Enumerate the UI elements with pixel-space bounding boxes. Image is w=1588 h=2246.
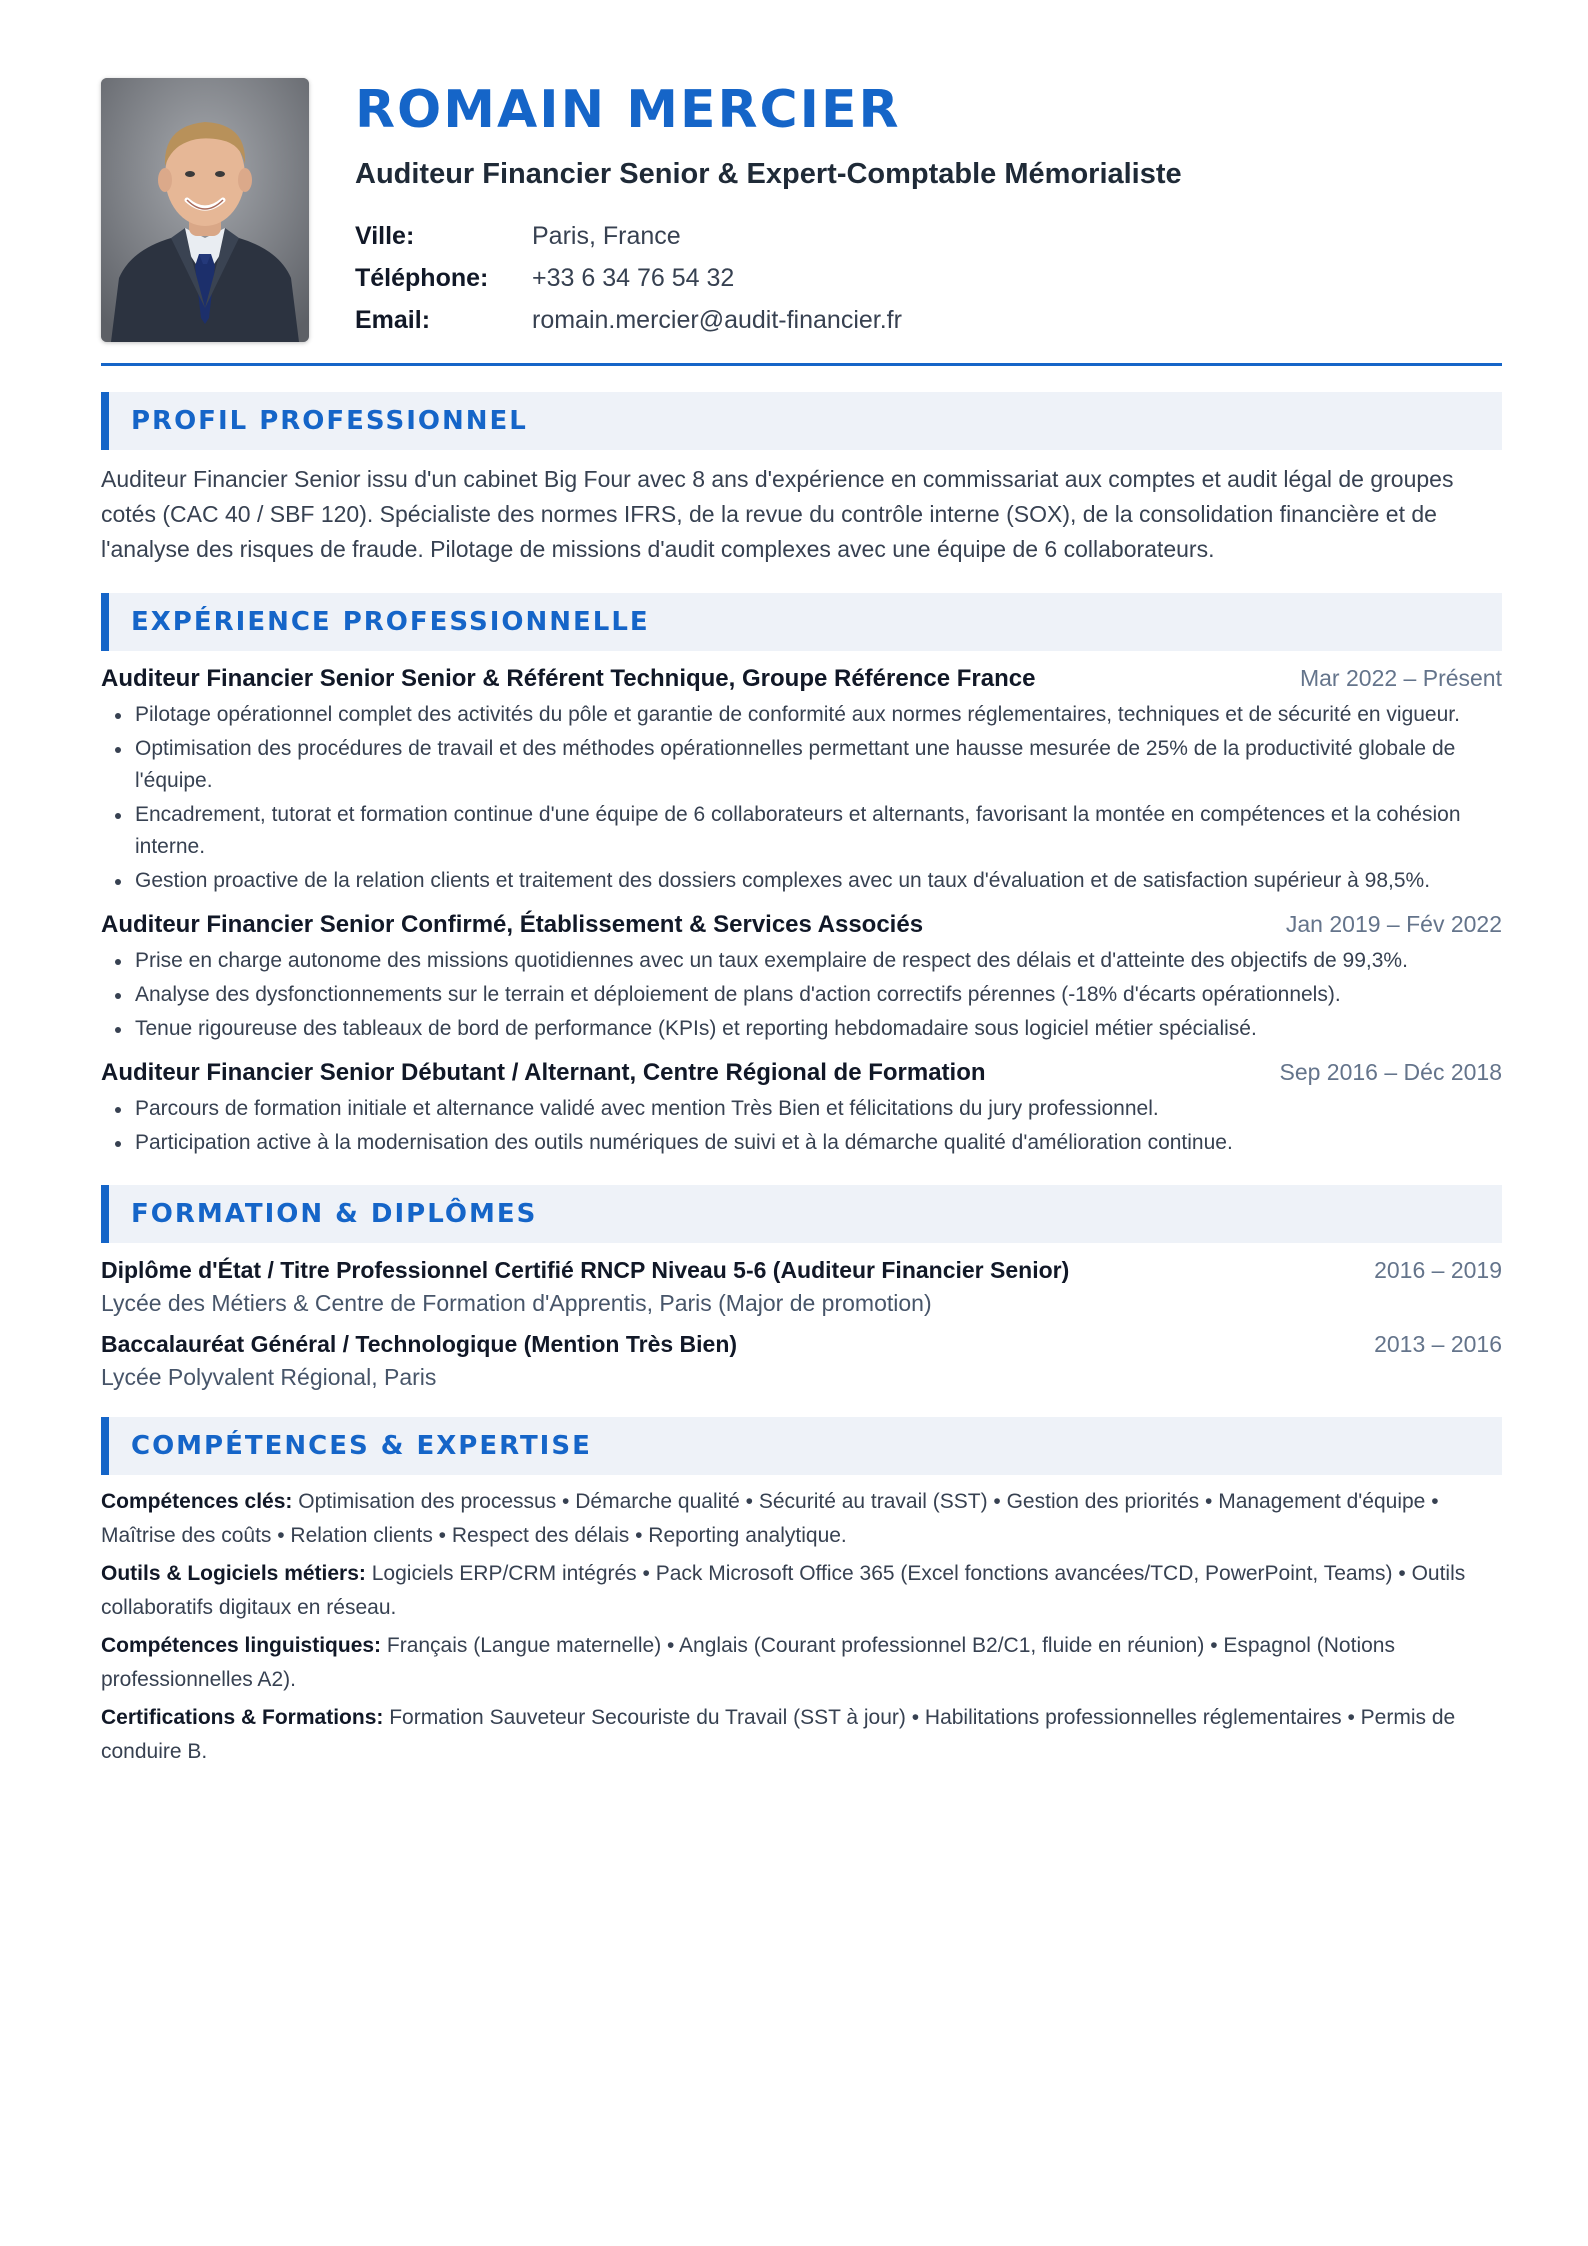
section-title: EXPÉRIENCE PROFESSIONNELLE	[131, 607, 650, 637]
job-title: Auditeur Financier Senior Senior & Référent Technique, Groupe Référence France	[101, 665, 1036, 692]
resume-header	[101, 78, 1502, 366]
skill-text: Formation Sauveteur Secouriste du Travail (SST à jour) • Habilitations professionnelles réglementaires • Permis de conduire B.	[101, 1706, 1456, 1763]
skill-text: Français (Langue maternelle) • Anglais (Courant professionnel B2/C1, fluide en réunion) • Espagnol (Notions professionnelles A2).	[101, 1634, 1395, 1691]
education-entry	[101, 1331, 1502, 1391]
job-bullet: Tenue rigoureuse des tableaux de bord de performance (KPIs) et reporting hebdomadaire sous logiciel métier spécialisé.	[135, 1013, 1502, 1045]
job-date: Jan 2019 – Fév 2022	[1285, 911, 1502, 937]
degree-date: 2016 – 2019	[1374, 1257, 1502, 1283]
skill-line	[101, 1629, 1502, 1697]
job-header	[101, 1059, 1502, 1087]
skill-line	[101, 1701, 1502, 1769]
school-name: Lycée Polyvalent Régional, Paris	[101, 1364, 437, 1390]
skill-line	[101, 1485, 1502, 1553]
job-entry	[101, 911, 1502, 1045]
job-entry	[101, 665, 1502, 897]
education-header	[101, 1257, 1502, 1284]
job-bullet: Gestion proactive de la relation clients et traitement des dossiers complexes avec un taux d'évaluation et de satisfaction supérieur à 98,5%.	[135, 865, 1502, 897]
contact-value: Paris, France	[532, 222, 681, 250]
skill-label: Certifications & Formations:	[101, 1706, 384, 1729]
skill-line	[101, 1557, 1502, 1625]
job-bullet: Analyse des dysfonctionnements sur le terrain et déploiement de plans d'action correctifs pérennes (-18% d'écarts opérationnels).	[135, 979, 1502, 1011]
contact-label: Email:	[355, 306, 431, 334]
skills-list	[101, 1485, 1502, 1769]
candidate-title: Auditeur Financier Senior & Expert-Comptable Mémorialiste	[355, 158, 1182, 190]
candidate-name: ROMAIN MERCIER	[355, 80, 901, 140]
skill-text: Optimisation des processus • Démarche qualité • Sécurité au travail (SST) • Gestion des priorités • Management d'équipe • Maîtrise des coûts • Relation clients • Respect des délais • Reporting analytique.	[101, 1490, 1439, 1547]
job-bullet: Optimisation des procédures de travail et des méthodes opérationnelles permettant une hausse mesurée de 25% de la productivité globale de l'équipe.	[135, 733, 1502, 797]
profile-section	[101, 392, 1502, 567]
job-bullet: Pilotage opérationnel complet des activités du pôle et garantie de conformité aux normes réglementaires, techniques et de sécurité en vigueur.	[135, 699, 1502, 731]
contact-value: +33 6 34 76 54 32	[532, 264, 735, 292]
contact-label: Téléphone:	[355, 264, 489, 292]
job-header	[101, 665, 1502, 693]
education-entry	[101, 1257, 1502, 1317]
job-title: Auditeur Financier Senior Confirmé, Établissement & Services Associés	[101, 911, 924, 938]
section-header	[101, 392, 1502, 450]
school-name: Lycée des Métiers & Centre de Formation d'Apprentis, Paris (Major de promotion)	[101, 1290, 932, 1316]
section-title: PROFIL PROFESSIONNEL	[131, 406, 528, 436]
skills-section	[101, 1417, 1502, 1769]
job-date: Mar 2022 – Présent	[1299, 665, 1502, 691]
experience-section	[101, 593, 1502, 1159]
contact-row-phone	[355, 257, 1182, 299]
job-bullet: Parcours de formation initiale et alternance validé avec mention Très Bien et félicitations du jury professionnel.	[135, 1093, 1502, 1125]
job-bullet: Participation active à la modernisation des outils numériques de suivi et à la démarche qualité d'amélioration continue.	[135, 1127, 1502, 1159]
contact-details	[355, 215, 1182, 341]
job-date: Sep 2016 – Déc 2018	[1279, 1059, 1502, 1085]
job-bullets	[101, 945, 1502, 1045]
job-header	[101, 911, 1502, 939]
contact-row-email	[355, 299, 1182, 341]
degree-date: 2013 – 2016	[1374, 1331, 1502, 1357]
skill-label: Outils & Logiciels métiers:	[101, 1562, 366, 1585]
header-info	[355, 78, 1182, 341]
degree-title: Baccalauréat Général / Technologique (Mention Très Bien)	[101, 1331, 738, 1357]
job-bullet: Encadrement, tutorat et formation continue d'une équipe de 6 collaborateurs et alternants, favorisant la montée en compétences et la cohésion interne.	[135, 799, 1502, 863]
job-title: Auditeur Financier Senior Débutant / Alternant, Centre Régional de Formation	[101, 1059, 986, 1086]
skill-label: Compétences clés:	[101, 1490, 293, 1513]
degree-title: Diplôme d'État / Titre Professionnel Certifié RNCP Niveau 5-6 (Auditeur Financier Senior)	[101, 1257, 1070, 1283]
section-header	[101, 1417, 1502, 1475]
job-bullets	[101, 1093, 1502, 1159]
profile-text: Auditeur Financier Senior issu d'un cabinet Big Four avec 8 ans d'expérience en commissariat aux comptes et audit légal de groupes cotés (CAC 40 / SBF 120). Spécialiste des normes IFRS, de la revue du contrôle interne (SOX), de la consolidation financière et de l'analyse des risques de fraude. Pilotage de missions d'audit complexes avec une équipe de 6 collaborateurs.	[101, 466, 1454, 562]
section-title: COMPÉTENCES & EXPERTISE	[131, 1431, 592, 1461]
section-header	[101, 593, 1502, 651]
job-bullets	[101, 699, 1502, 897]
job-entry	[101, 1059, 1502, 1159]
contact-row-city	[355, 215, 1182, 257]
profile-photo	[101, 78, 309, 342]
section-header	[101, 1185, 1502, 1243]
job-bullet: Prise en charge autonome des missions quotidiennes avec un taux exemplaire de respect des délais et d'atteinte des objectifs de 99,3%.	[135, 945, 1502, 977]
education-section	[101, 1185, 1502, 1391]
contact-value: romain.mercier@audit-financier.fr	[532, 306, 902, 334]
skill-text: Logiciels ERP/CRM intégrés • Pack Microsoft Office 365 (Excel fonctions avancées/TCD, PowerPoint, Teams) • Outils collaboratifs digitaux en réseau.	[101, 1562, 1466, 1619]
education-header	[101, 1331, 1502, 1358]
section-title: FORMATION & DIPLÔMES	[131, 1199, 538, 1229]
skill-label: Compétences linguistiques:	[101, 1634, 382, 1657]
contact-label: Ville:	[355, 222, 415, 250]
